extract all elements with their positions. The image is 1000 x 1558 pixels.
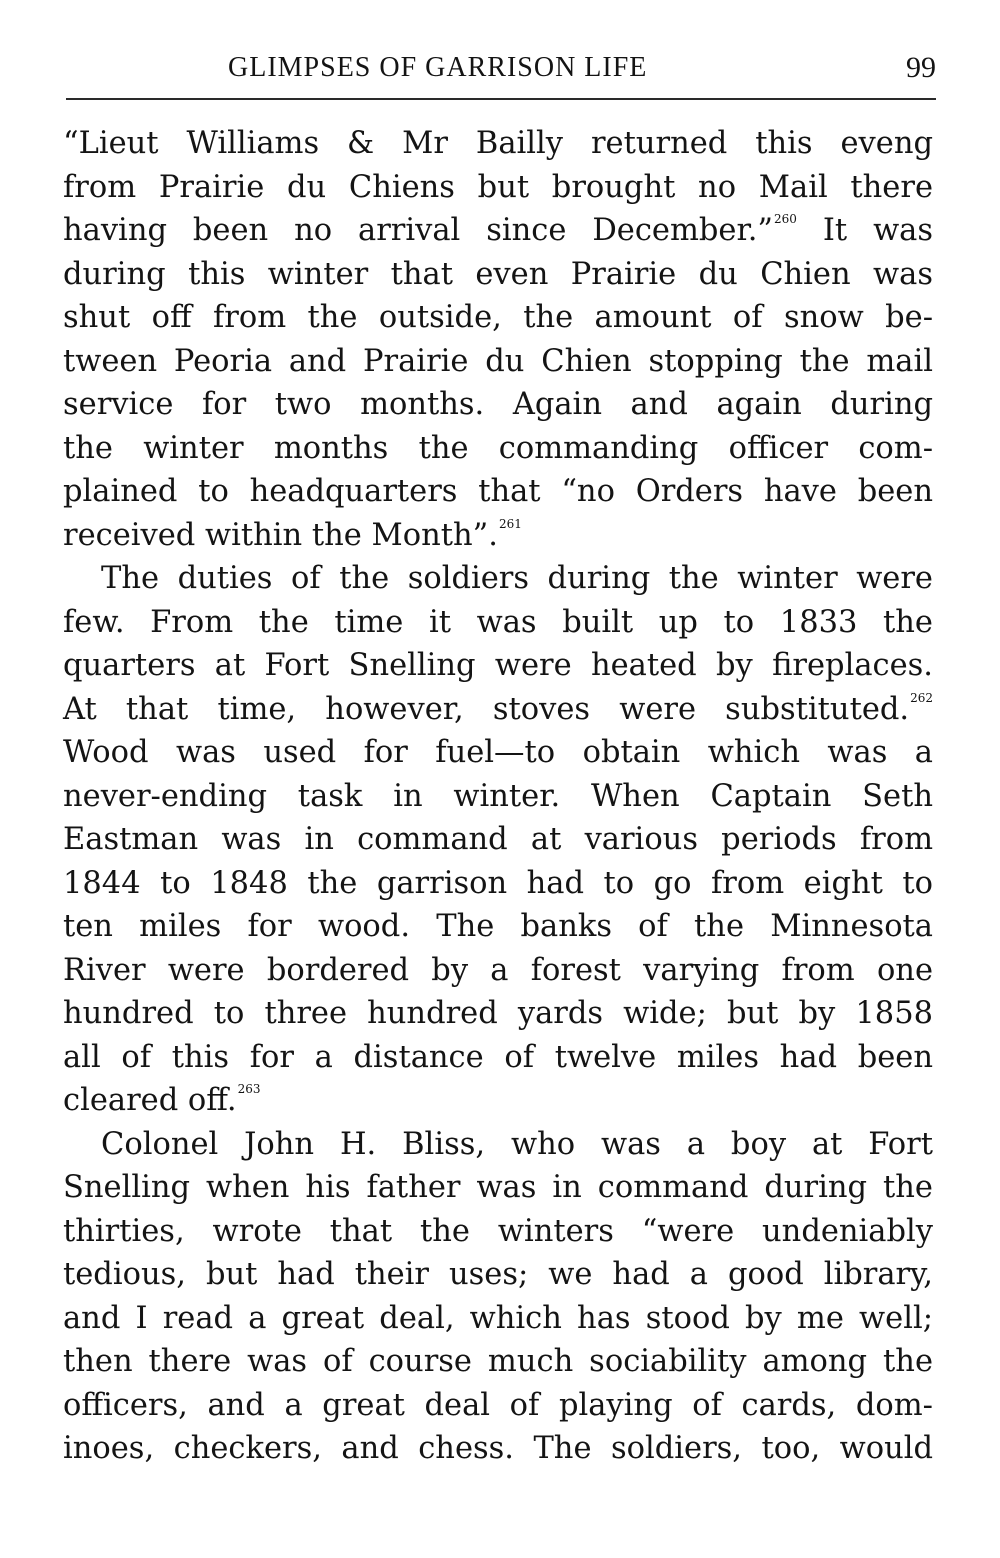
text-line	[63, 601, 933, 645]
line-text: Eastman was in command at various periods from	[63, 822, 933, 857]
line-text: “Lieut Williams & Mr Bailly returned this eveng	[63, 126, 933, 161]
text-line	[63, 1340, 933, 1384]
text-line	[63, 1123, 933, 1167]
text-line	[63, 296, 933, 340]
line-text: then there was of course much sociability among the	[63, 1344, 933, 1379]
line-text: inoes, checkers, and chess. The soldiers, too, would	[63, 1431, 933, 1466]
line-text: Snelling when his father was in command during the	[63, 1170, 933, 1205]
line-text: never-ending task in winter. When Captain Seth	[63, 778, 933, 814]
text-line	[63, 644, 933, 688]
line-text: thirties, wrote that the winters “were undeniably	[63, 1213, 933, 1249]
footnote-ref: 261	[498, 516, 522, 531]
text-line	[63, 1297, 933, 1341]
line-text: plained to headquarters that “no Orders have been	[63, 474, 933, 509]
page-number: 99	[906, 51, 936, 84]
text-line	[63, 166, 933, 210]
line-text: ten miles for wood. The banks of the Minnesota	[63, 909, 933, 944]
text-line	[63, 862, 933, 906]
text-line	[63, 427, 933, 471]
body-text	[63, 122, 933, 1471]
line-text: quarters at Fort Snelling were heated by fireplaces.	[63, 648, 933, 683]
line-text: tedious, but had their uses; we had a good library,	[63, 1257, 933, 1292]
text-line	[63, 1210, 933, 1254]
text-line	[63, 557, 933, 601]
line-text: cleared off.	[63, 1083, 237, 1118]
text-line	[63, 383, 933, 427]
text-line	[63, 818, 933, 862]
footnote-ref: 263	[237, 1082, 261, 1096]
footnote-ref: 260	[774, 212, 797, 226]
text-line	[63, 1253, 933, 1297]
text-line	[63, 514, 933, 558]
line-text: received within the Month”.	[63, 517, 498, 553]
line-text: and I read a great deal, which has stood by me well;	[63, 1300, 933, 1336]
running-title: GLIMPSES OF GARRISON LIFE	[228, 52, 648, 83]
line-text: The duties of the soldiers during the winter were	[101, 561, 933, 596]
text-line	[63, 905, 933, 949]
line-text: service for two months. Again and again during	[63, 387, 933, 422]
text-line	[63, 209, 933, 253]
text-line	[63, 1166, 933, 1210]
line-text: having been no arrival since December.”	[63, 213, 773, 248]
text-line	[63, 992, 933, 1036]
text-line	[63, 1079, 933, 1123]
text-line	[63, 470, 933, 514]
line-text: At that time, however, stoves were substituted.	[63, 691, 910, 727]
line-text: from Prairie du Chiens but brought no Mail there	[63, 169, 933, 205]
text-line	[63, 122, 933, 166]
header-rule	[66, 98, 936, 100]
text-line	[63, 731, 933, 775]
footnote-ref: 262	[910, 690, 933, 705]
line-text: Wood was used for fuel—to obtain which was a	[63, 735, 933, 770]
line-text-tail: It was	[796, 213, 934, 248]
text-line	[63, 253, 933, 297]
text-line	[63, 949, 933, 993]
running-header	[66, 48, 936, 88]
text-line	[63, 340, 933, 384]
text-line	[63, 1384, 933, 1428]
line-text: officers, and a great deal of playing of cards, dom-	[63, 1387, 933, 1423]
line-text: during this winter that even Prairie du Chien was	[63, 256, 933, 292]
text-line	[63, 688, 933, 732]
line-text: the winter months the commanding officer com-	[63, 430, 933, 466]
text-line	[63, 1427, 933, 1471]
line-text: 1844 to 1848 the garrison had to go from eight to	[63, 865, 933, 901]
line-text: all of this for a distance of twelve miles had been	[63, 1039, 933, 1075]
line-text: River were bordered by a forest varying from one	[63, 952, 933, 988]
line-text: tween Peoria and Prairie du Chien stopping the mail	[63, 343, 933, 379]
line-text: hundred to three hundred yards wide; but by 1858	[63, 996, 933, 1031]
line-text: shut off from the outside, the amount of snow be-	[63, 300, 933, 335]
line-text: Colonel John H. Bliss, who was a boy at Fort	[101, 1126, 933, 1162]
text-line	[63, 1036, 933, 1080]
text-line	[63, 775, 933, 819]
line-text: few. From the time it was built up to 1833 the	[63, 604, 933, 640]
